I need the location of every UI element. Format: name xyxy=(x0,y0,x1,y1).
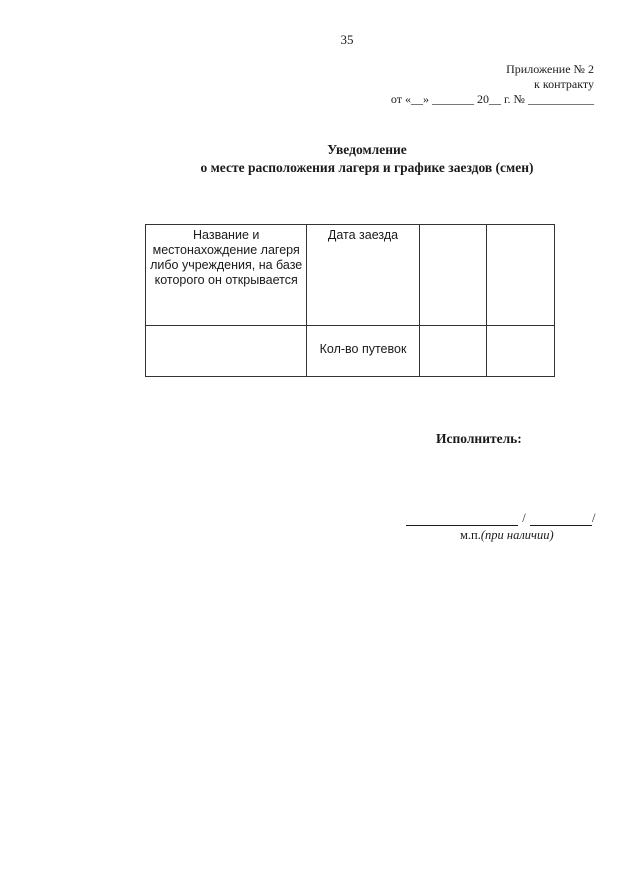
empty-cell xyxy=(419,326,486,377)
page-number: 35 xyxy=(340,32,354,47)
stamp-note xyxy=(460,528,554,543)
signature-blank xyxy=(406,514,518,526)
stamp-condition: (при наличии) xyxy=(480,528,554,542)
table-row xyxy=(146,326,555,377)
appendix-reference xyxy=(391,62,594,107)
table-row xyxy=(146,225,555,326)
stamp-prefix: м.п. xyxy=(460,528,481,542)
empty-cell xyxy=(486,326,554,377)
voucher-count-label: Кол-во путевок xyxy=(319,341,407,356)
empty-cell xyxy=(419,225,486,326)
arrival-date-label: Дата заезда xyxy=(327,228,399,242)
voucher-count-label-cell xyxy=(307,326,419,377)
appendix-contract-date-number: от «__» _______ 20__ г. № ___________ xyxy=(390,92,594,106)
appendix-contract-ref: к контракту xyxy=(534,77,594,91)
name-location-header: Название и местонахождение лагеря либо учреждения, на базе которого он открывается xyxy=(150,228,303,287)
slash-close: / xyxy=(592,511,596,525)
camp-schedule-table xyxy=(145,224,555,377)
signature-line xyxy=(406,511,595,526)
name-blank xyxy=(530,514,592,526)
title-subject: о месте расположения лагеря и графике заездов (смен) xyxy=(200,160,534,175)
empty-cell xyxy=(486,225,554,326)
appendix-number: Приложение № 2 xyxy=(506,62,594,76)
arrival-date-label-cell xyxy=(307,225,419,326)
title-notification: Уведомление xyxy=(327,142,407,157)
document-title xyxy=(0,141,640,177)
empty-cell xyxy=(146,326,307,377)
slash-open: / xyxy=(522,511,526,525)
name-location-header-cell xyxy=(146,225,307,326)
executor-label: Исполнитель: xyxy=(436,431,522,446)
